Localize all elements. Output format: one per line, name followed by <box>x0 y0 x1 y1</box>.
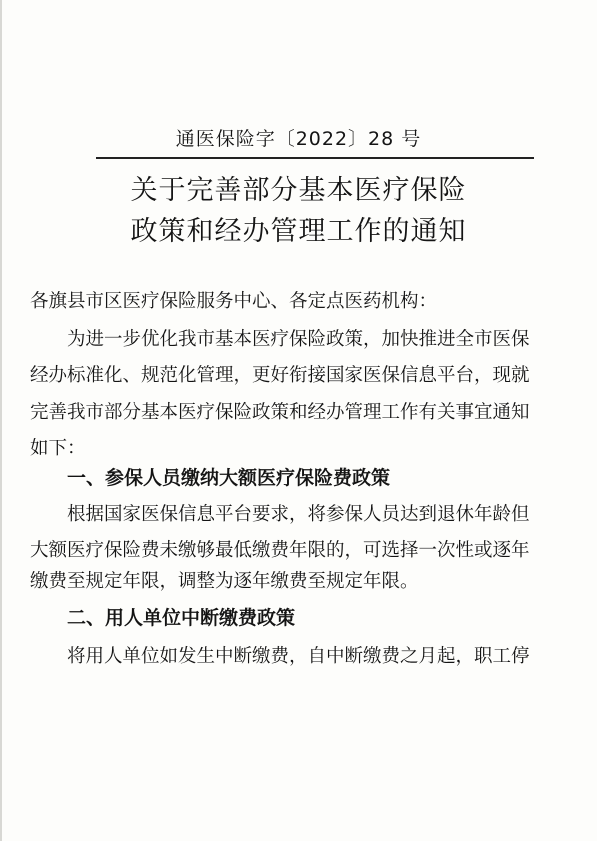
document-title-line-1: 关于完善部分基本医疗保险 <box>130 175 467 206</box>
intro-line-4: 如下： <box>30 438 86 459</box>
document-title-line-2: 政策和经办管理工作的通知 <box>130 216 467 247</box>
document-number: 通医保险字〔2022〕28 号 <box>175 128 422 150</box>
section-1-line-3: 缴费至规定年限，调整为逐年缴费至规定年限。 <box>30 571 419 592</box>
section-1-line-1: 根据国家医保信息平台要求，将参保人员达到退休年龄但 <box>67 504 530 525</box>
section-1-line-2: 大额医疗保险费未缴够最低缴费年限的，可选择一次性或逐年 <box>30 540 530 561</box>
addressee: 各旗县市区医疗保险服务中心、各定点医药机构： <box>30 291 438 312</box>
section-2-line-1: 将用人单位如发生中断缴费，自中断缴费之月起，职工停 <box>67 646 530 667</box>
intro-line-2: 经办标准化、规范化管理，更好衔接国家医保信息平台，现就 <box>30 365 530 386</box>
section-1-heading: 一、参保人员缴纳大额医疗保险费政策 <box>67 467 391 489</box>
intro-line-1: 为进一步优化我市基本医疗保险政策，加快推进全市医保 <box>67 329 530 350</box>
header-rule <box>96 157 534 159</box>
intro-line-3: 完善我市部分基本医疗保险政策和经办管理工作有关事宜通知 <box>30 402 530 423</box>
section-2-heading: 二、用人单位中断缴费政策 <box>67 607 296 629</box>
